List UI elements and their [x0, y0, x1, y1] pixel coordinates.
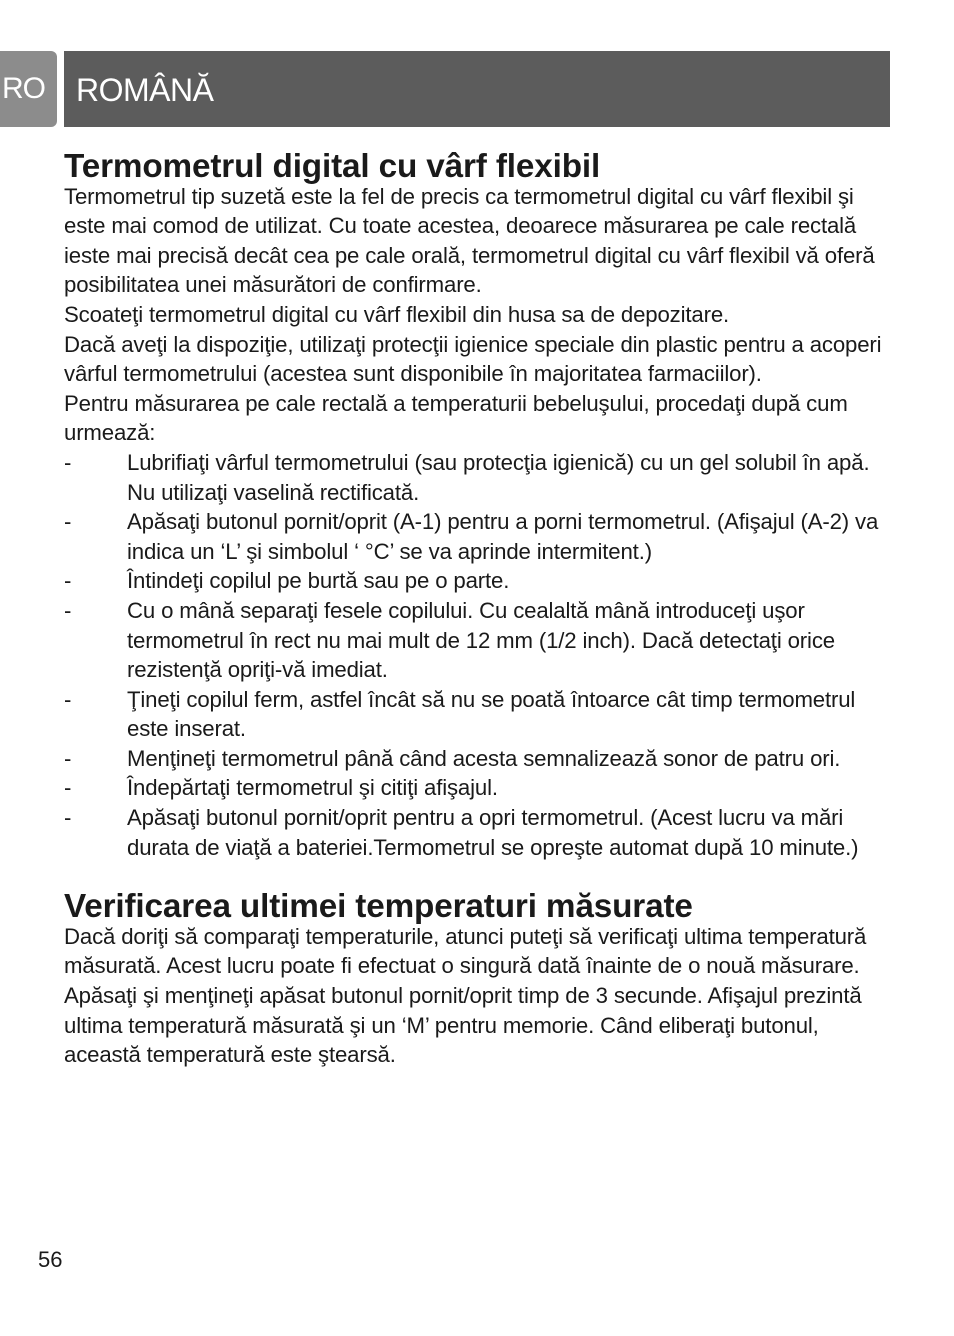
dash-bullet: - [64, 597, 72, 623]
paragraph-remove-storage: Scoateţi termometrul digital cu vârf flexibil din husa sa de depozitare. [64, 301, 730, 327]
step-text: Menţineţi termometrul până când acesta semnalizează sonor de patru ori. [127, 745, 841, 771]
dash-bullet: - [64, 449, 72, 475]
list-item [64, 773, 894, 803]
list-item [64, 448, 894, 507]
step-text: Apăsaţi butonul pornit/oprit (A-1) pentru a porni termometrul. (Afişajul (A-2) va indica un ‘L’ şi simbolul ‘ °C’ se va aprinde intermitent.) [127, 509, 879, 564]
step-text: Cu o mână separaţi fesele copilului. Cu cealaltă mână introduceţi uşor termometrul în rect nu mai mult de 12 mm (1/2 inch). Dacă detectaţi orice rezistenţă opriţi-vă imediat. [127, 597, 835, 683]
dash-bullet: - [64, 509, 72, 535]
list-item [64, 685, 894, 744]
page-number: 56 [38, 1247, 63, 1272]
language-header-bar: ROMÂNĂ [64, 51, 890, 127]
dash-bullet: - [64, 568, 72, 594]
step-text: Apăsaţi butonul pornit/oprit pentru a opri termometrul. (Acest lucru va mări durata de viaţă a bateriei.Termometrul se opreşte automat după 10 minute.) [127, 805, 859, 860]
paragraph-rectal-intro: Pentru măsurarea pe cale rectală a temperaturii bebeluşului, procedaţi după cum urmează: [64, 390, 848, 446]
step-text: Ţineţi copilul ferm, astfel încât să nu se poată întoarce cât timp termometrul este inserat. [127, 686, 856, 742]
dash-bullet: - [64, 775, 72, 801]
list-item [64, 596, 894, 685]
page-content [64, 148, 894, 1070]
language-code-tab: RO [0, 51, 57, 127]
list-item [64, 803, 894, 862]
steps-list [64, 448, 894, 862]
paragraph-intro: Termometrul tip suzetă este la fel de precis ca termometrul digital cu vârf flexibil şi este mai comod de utilizat. Cu toate acestea, deoarece măsurarea pe cale rectală ieste mai precisă decât cea pe cale orală, termometrul digital cu vârf flexibil vă oferă posibilitatea unei măsurători de confirmare. [64, 183, 875, 298]
paragraph-hygiene-covers: Dacă aveţi la dispoziţie, utilizaţi protecţii igienice speciale din plastic pentru a acoperi vârful termometrului (acestea sunt disponibile în majoritatea farmaciilor). [64, 331, 882, 387]
dash-bullet: - [64, 805, 72, 831]
section-title-last-temperature: Verificarea ultimei temperaturi măsurate [64, 888, 693, 926]
list-item [64, 744, 894, 774]
paragraph-last-temperature: Dacă doriţi să comparaţi temperaturile, atunci puteţi să verificaţi ultima temperatură măsurată. Acest lucru poate fi efectuat o singură dată înainte de o nouă măsurare. Apăsaţi şi menţineţi apăsat butonul pornit/oprit timp de 3 secunde. Afişajul prezintă ultima temperatură măsurată şi un ‘M’ pentru memorie. Când eliberaţi butonul, această temperatură este ştearsă. [64, 923, 867, 1068]
dash-bullet: - [64, 745, 72, 771]
section-title-flexible-thermometer: Termometrul digital cu vârf flexibil [64, 148, 601, 185]
step-text: Întindeţi copilul pe burtă sau pe o parte. [127, 568, 510, 594]
dash-bullet: - [64, 686, 72, 712]
step-text: Îndepărtaţi termometrul şi citiţi afişajul. [127, 775, 498, 801]
list-item [64, 566, 894, 596]
list-item [64, 507, 894, 566]
step-text: Lubrifiaţi vârful termometrului (sau protecţia igienică) cu un gel solubil în apă. Nu utilizaţi vaselină rectificată. [127, 449, 870, 505]
